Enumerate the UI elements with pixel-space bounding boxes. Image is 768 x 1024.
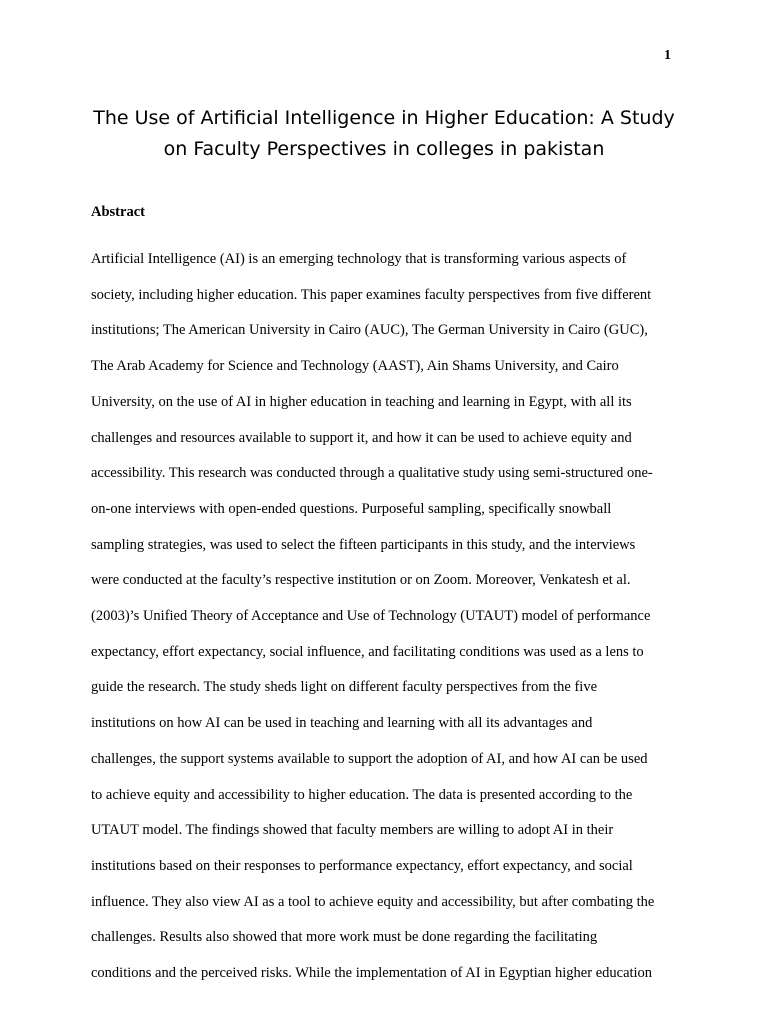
abstract-line: challenges and resources available to support it, and how it can be used to achieve equity and bbox=[91, 429, 632, 446]
abstract-line: institutions; The American University in Cairo (AUC), The German University in Cairo (GUC), bbox=[91, 322, 648, 339]
abstract-line: challenges. Results also showed that more work must be done regarding the facilitating bbox=[91, 929, 598, 946]
abstract-line: influence. They also view AI as a tool to achieve equity and accessibility, but after combating the bbox=[91, 893, 655, 910]
abstract-line: guide the research. The study sheds light on different faculty perspectives from the five bbox=[91, 679, 597, 696]
abstract-line: (2003)’s Unified Theory of Acceptance and Use of Technology (UTAUT) model of performance bbox=[91, 608, 651, 625]
abstract-line: accessibility. This research was conducted through a qualitative study using semi-structured one- bbox=[91, 465, 653, 482]
abstract-line: to achieve equity and accessibility to higher education. The data is presented according to the bbox=[91, 786, 633, 803]
abstract-line: sampling strategies, was used to select the fifteen participants in this study, and the interviews bbox=[91, 536, 636, 553]
document-title: The Use of Artificial Intelligence in Higher Education: A Study on Faculty Perspectives in colleges in pakistan bbox=[93, 107, 675, 160]
abstract-line: were conducted at the faculty’s respective institution or on Zoom. Moreover, Venkatesh et al. bbox=[91, 572, 631, 589]
abstract-line: institutions based on their responses to performance expectancy, effort expectancy, and social bbox=[91, 857, 633, 874]
abstract-heading: Abstract bbox=[91, 204, 145, 220]
abstract-body bbox=[91, 242, 681, 992]
abstract-line: UTAUT model. The findings showed that faculty members are willing to adopt AI in their bbox=[91, 822, 614, 839]
abstract-line: institutions on how AI can be used in teaching and learning with all its advantages and bbox=[91, 715, 593, 732]
abstract-line: expectancy, effort expectancy, social influence, and facilitating conditions was used as a lens to bbox=[91, 643, 644, 660]
abstract-line: conditions and the perceived risks. While the implementation of AI in Egyptian higher education bbox=[91, 965, 653, 982]
abstract-line: challenges, the support systems available to support the adoption of AI, and how AI can be used bbox=[91, 750, 648, 767]
abstract-line: society, including higher education. This paper examines faculty perspectives from five different bbox=[91, 286, 652, 303]
abstract-line: The Arab Academy for Science and Technology (AAST), Ain Shams University, and Cairo bbox=[91, 358, 619, 375]
page-number: 1 bbox=[664, 48, 671, 63]
abstract-line: Artificial Intelligence (AI) is an emerging technology that is transforming various aspects of bbox=[91, 251, 627, 267]
abstract-line: University, on the use of AI in higher education in teaching and learning in Egypt, with all its bbox=[91, 393, 632, 410]
abstract-line: on-one interviews with open-ended questions. Purposeful sampling, specifically snowball bbox=[91, 500, 612, 517]
